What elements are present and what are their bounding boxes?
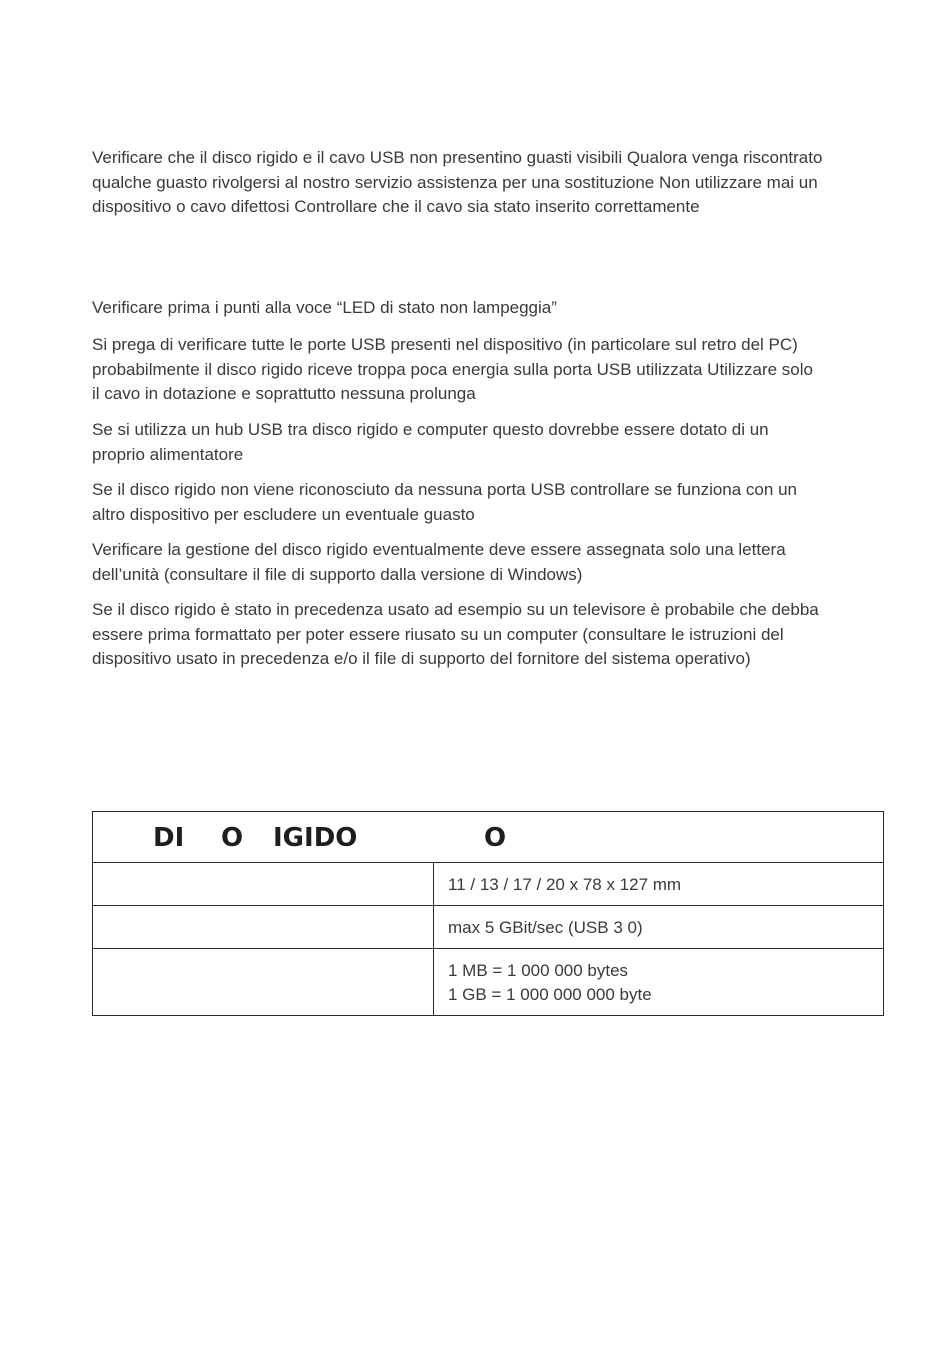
text-line: Verificare la gestione del disco rigido eventualmente deve essere assegnata solo una lettera	[92, 540, 786, 559]
text-line: Verificare prima i punti alla voce “LED di stato non lampeggia”	[92, 298, 557, 317]
spec-value: 1 GB = 1 000 000 000 byte	[448, 985, 652, 1004]
text-line: qualche guasto rivolgersi al nostro servizio assistenza per una sostituzione Non utilizzare mai un	[92, 172, 818, 192]
paragraph-disk-management	[92, 538, 884, 587]
text-line: dispositivo usato in precedenza e/o il file di supporto del fornitore del sistema operativo)	[92, 649, 751, 668]
header-fragment: IGIDO	[273, 823, 358, 853]
text-line: essere prima formattato per poter essere riusato su un computer (consultare le istruzioni del	[92, 624, 784, 644]
spec-value-cell	[434, 906, 884, 949]
table-row	[93, 863, 884, 906]
spec-label-cell	[93, 906, 434, 949]
header-fragment: O	[484, 823, 507, 853]
text-line: il cavo in dotazione e soprattutto nessuna prolunga	[92, 384, 476, 403]
text-line: dell’unità (consultare il file di supporto dalla versione di Windows)	[92, 564, 583, 584]
spec-label-cell	[93, 863, 434, 906]
paragraph-usb-ports	[92, 333, 884, 407]
text-line: Verificare che il disco rigido e il cavo USB non presentino guasti visibili Qualora venga riscontrato	[92, 148, 823, 167]
spec-value: 11 / 13 / 17 / 20 x 78 x 127 mm	[448, 875, 682, 894]
text-line: Se si utilizza un hub USB tra disco rigido e computer questo dovrebbe essere dotato di un	[92, 420, 769, 439]
text-line: probabilmente il disco rigido riceve troppa poca energia sulla porta USB utilizzata Utilizzare solo	[92, 359, 813, 379]
header-fragment: DI	[153, 823, 185, 853]
spec-value: 1 MB = 1 000 000 bytes	[448, 961, 629, 980]
spec-table-header-row	[93, 812, 884, 863]
text-line: Se il disco rigido non viene riconosciuto da nessuna porta USB controllare se funziona con un	[92, 480, 797, 499]
text-line: altro dispositivo per escludere un eventuale guasto	[92, 504, 475, 524]
text-line: proprio alimentatore	[92, 444, 244, 464]
text-line: Se il disco rigido è stato in precedenza usato ad esempio su un televisore è probabile che debba	[92, 600, 819, 619]
paragraph-check-cable	[92, 146, 884, 220]
spec-value-cell	[434, 949, 884, 1016]
spec-value: max 5 GBit/sec (USB 3 0)	[448, 918, 643, 937]
spec-table	[92, 811, 884, 1016]
paragraph-check-led	[92, 296, 884, 321]
text-line: Si prega di verificare tutte le porte USB presenti nel dispositivo (in particolare sul retro del PC)	[92, 335, 798, 354]
table-row	[93, 906, 884, 949]
header-fragment: O	[221, 823, 244, 853]
paragraph-usb-hub	[92, 418, 884, 467]
spec-label-cell	[93, 949, 434, 1016]
table-row	[93, 949, 884, 1016]
paragraph-formatting	[92, 598, 884, 672]
text-line: dispositivo o cavo difettosi Controllare che il cavo sia stato inserito correttamente	[92, 197, 700, 216]
paragraph-other-device	[92, 478, 884, 527]
spec-table-header	[93, 812, 884, 863]
spec-value-cell	[434, 863, 884, 906]
